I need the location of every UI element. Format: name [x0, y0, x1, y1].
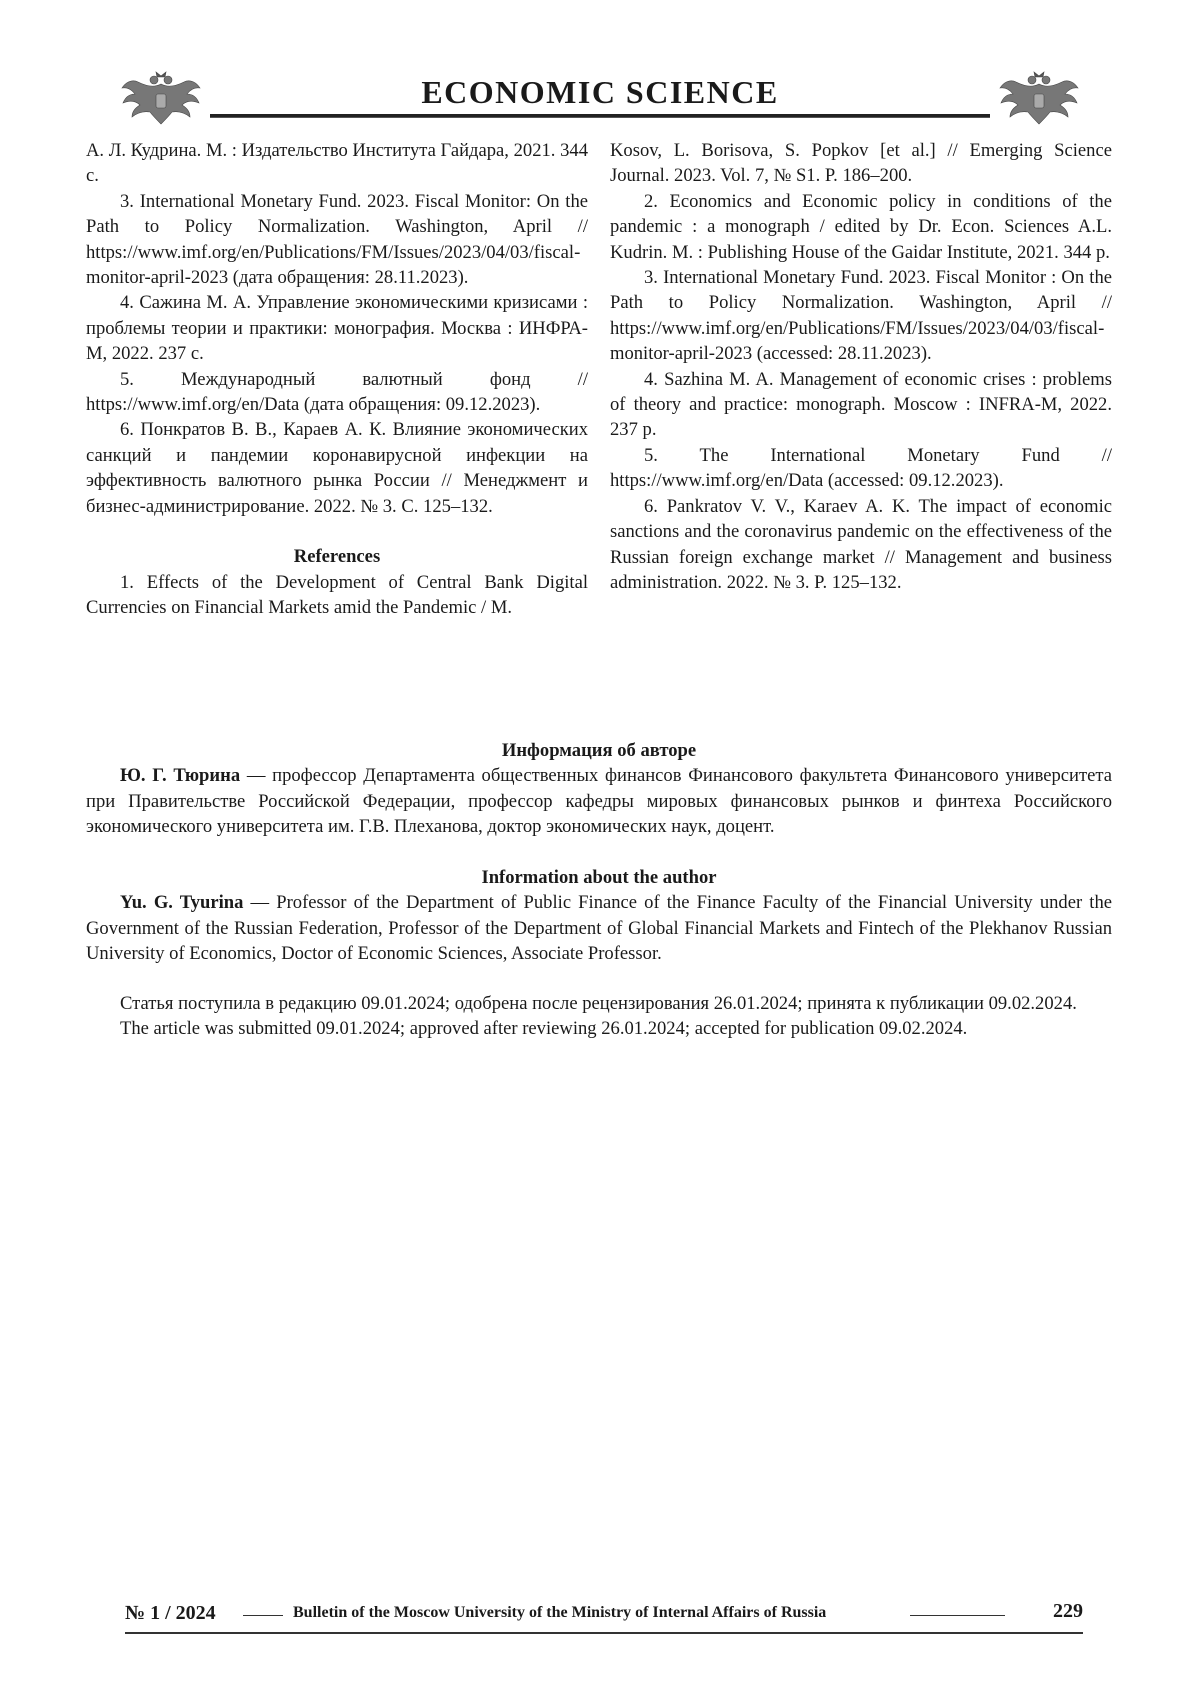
reference-entry: А. Л. Кудрина. М. : Издательство Института Гайдара, 2021. 344 с. — [86, 140, 588, 187]
author-info-text — [86, 890, 1112, 966]
author-info-en — [86, 865, 1112, 967]
left-column — [86, 138, 588, 620]
reference-entry: Kosov, L. Borisova, S. Popkov [et al.] // Emerging Science Journal. 2023. Vol. 7, № S1. P. 186–200. — [610, 140, 1112, 187]
reference-entry: 3. International Monetary Fund. 2023. Fiscal Monitor: On the Path to Policy Normalization. Washington, April // https://www.imf.org/en/Publications/FM/Issues/2023/04/03/fiscal-monitor-april-2023 (дата обращения: 28.11.2023). — [86, 190, 588, 289]
reference-entry: 1. Effects of the Development of Central Bank Digital Currencies on Financial Markets amid the Pandemic / M. — [86, 571, 588, 618]
author-description: — Professor of the Department of Public Finance of the Finance Faculty of the Financial University under the Government of the Russian Federation, Professor of the Department of Global Financial Markets and Fintech of the Plekhanov Russian University of Economics, Doctor of Economic Sciences, Associate Professor. — [86, 892, 1112, 965]
reference-entry: 3. International Monetary Fund. 2023. Fiscal Monitor : On the Path to Policy Normalization. Washington, April // https://www.imf.org/en/Publications/FM/Issues/2023/04/03/fiscal-monitor-april-2023 (accessed: 28.11.2023). — [610, 267, 1112, 365]
issue-number: № 1 / 2024 — [125, 1602, 216, 1624]
reference-entry: 4. Сажина М. А. Управление экономическими кризисами : проблемы теории и практики: монография. Москва : ИНФРА-М, 2022. 237 с. — [86, 292, 588, 365]
author-info-text — [86, 763, 1112, 839]
page-number: 229 — [1053, 1600, 1083, 1622]
reference-entry: 5. The International Monetary Fund // https://www.imf.org/en/Data (accessed: 09.12.2023). — [610, 444, 1112, 492]
journal-name: Bulletin of the Moscow University of the Ministry of Internal Affairs of Russia — [293, 1604, 827, 1621]
section-title: ECONOMIC SCIENCE — [421, 74, 779, 110]
footer-dash — [910, 1615, 1005, 1616]
reference-entry: 6. Pankratov V. V., Karaev A. K. The impact of economic sanctions and the coronavirus pandemic on the effectiveness of the Russian foreign exchange market // Management and business administration. 2022. № 3. P. 125–132. — [610, 495, 1112, 593]
page-header — [120, 70, 1080, 130]
article-dates — [86, 991, 1112, 1042]
header-divider — [210, 114, 990, 118]
author-name: Yu. G. Tyurina — [120, 892, 244, 914]
author-info-heading: Информация об авторе — [501, 740, 697, 761]
article-dates-ru: Статья поступила в редакцию 09.01.2024; одобрена после рецензирования 26.01.2024; принята к публикации 09.02.2024. — [120, 993, 1077, 1014]
double-headed-eagle-emblem-icon — [998, 70, 1080, 126]
author-name: Ю. Г. Тюрина — [120, 765, 241, 787]
references-heading: References — [293, 546, 381, 568]
author-info-heading: Information about the author — [481, 867, 717, 888]
right-column — [610, 138, 1112, 595]
reference-entry: 5. Международный валютный фонд // https://www.imf.org/en/Data (дата обращения: 09.12.2023). — [86, 368, 588, 416]
footer-divider — [125, 1632, 1083, 1634]
reference-entry: 2. Economics and Economic policy in conditions of the pandemic : a monograph / edited by Dr. Econ. Sciences A.L. Kudrin. M. : Publishing House of the Gaidar Institute, 2021. 344 p. — [610, 190, 1112, 263]
reference-entry: 4. Sazhina M. A. Management of economic crises : problems of theory and practice: monograph. Moscow : INFRA-M, 2022. 237 p. — [610, 368, 1112, 441]
reference-entry: 6. Понкратов В. В., Караев А. К. Влияние экономических санкций и пандемии коронавирусной инфекции на эффективность валютного рынка России // Менеджмент и бизнес-администрирование. 2022. № 3. С. 125–132. — [86, 419, 588, 517]
author-description: — профессор Департамента общественных финансов Финансового факультета Финансового университета при Правительстве Российской Федерации, профессор кафедры мировых финансовых рынков и финтеха Российского экономического университета им. Г.В. Плеханова, доктор экономических наук, доцент. — [86, 765, 1112, 838]
article-dates-en: The article was submitted 09.01.2024; approved after reviewing 26.01.2024; accepted for publication 09.02.2024. — [120, 1018, 968, 1040]
footer-dash — [243, 1615, 283, 1616]
page-footer — [125, 1600, 1083, 1634]
author-info-ru — [86, 738, 1112, 840]
double-headed-eagle-emblem-icon — [120, 70, 202, 126]
